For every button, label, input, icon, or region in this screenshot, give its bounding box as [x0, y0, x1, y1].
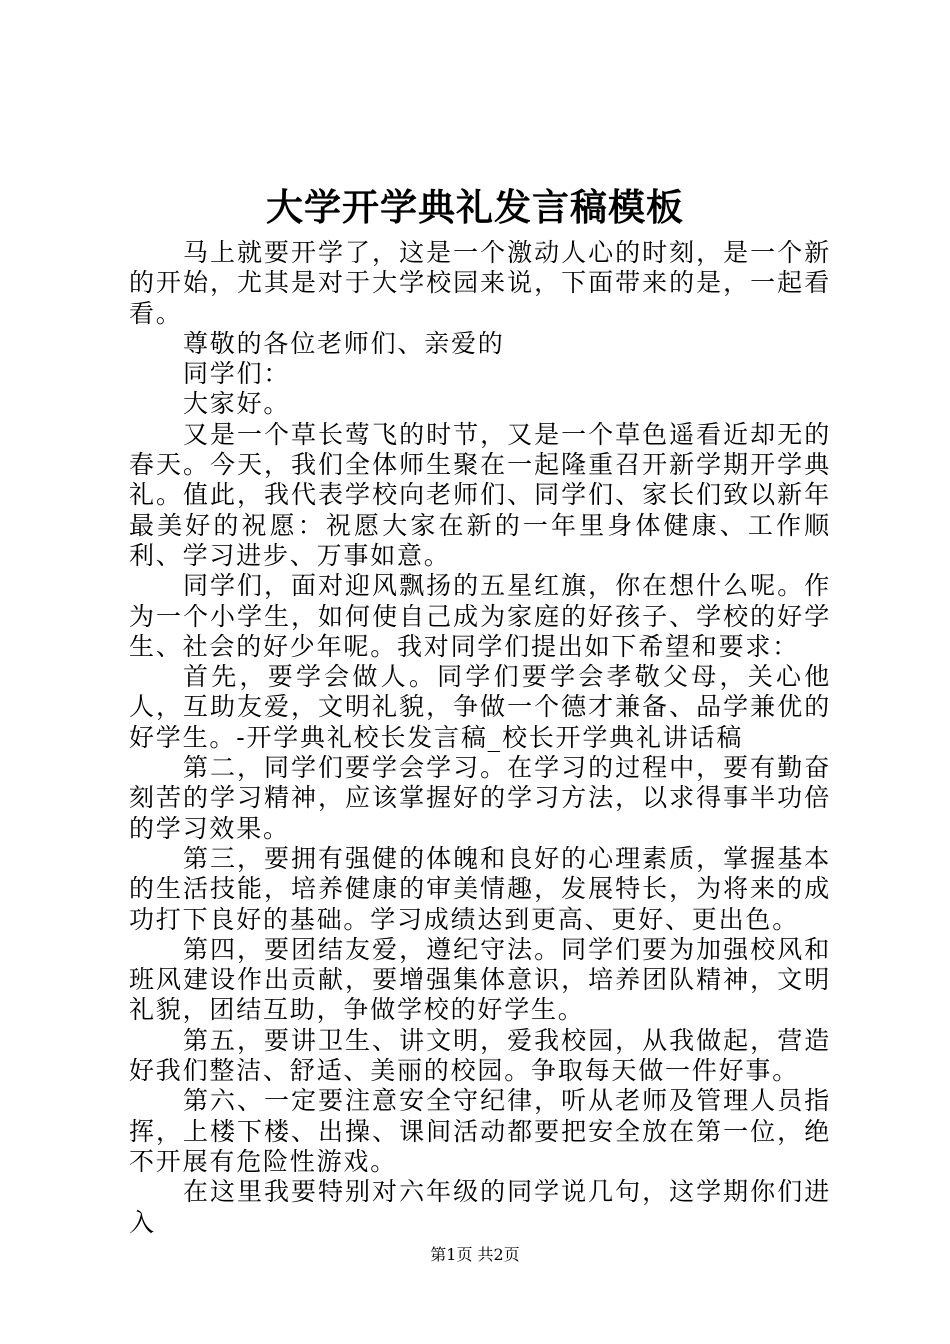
paragraph: 第三，要拥有强健的体魄和良好的心理素质，掌握基本的生活技能，培养健康的审美情趣，发展特长，为将来的成功打下良好的基础。学习成绩达到更高、更好、更出色。 [129, 843, 831, 934]
document-body [129, 238, 831, 1238]
document-title: 大学开学典礼发言稿模板 [266, 185, 684, 229]
paragraph: 又是一个草长莺飞的时节，又是一个草色遥看近却无的春天。今天，我们全体师生聚在一起隆重召开新学期开学典礼。值此，我代表学校向老师们、同学们、家长们致以新年最美好的祝愿：祝愿大家在新的一年里身体健康、工作顺利、学习进步、万事如意。 [129, 419, 831, 570]
paragraph: 同学们： [183, 359, 291, 389]
paragraph: 首先，要学会做人。同学们要学会孝敬父母，关心他人，互助友爱，文明礼貌，争做一个德才兼备、品学兼优的好学生。-开学典礼校长发言稿_校长开学典礼讲话稿 [129, 662, 831, 752]
paragraph: 尊敬的各位老师们、亲爱的 [183, 328, 505, 358]
paragraph: 第四，要团结友爱，遵纪守法。同学们要为加强校风和班风建设作出贡献，要增强集体意识，培养团队精神，文明礼貌，团结互助，争做学校的好学生。 [129, 934, 831, 1025]
paragraph: 第六、一定要注意安全守纪律，听从老师及管理人员指挥，上楼下楼、出操、课间活动都要把安全放在第一位，绝不开展有危险性游戏。 [129, 1086, 831, 1176]
paragraph: 大家好。 [183, 389, 291, 419]
paragraph: 同学们，面对迎风飘扬的五星红旗，你在想什么呢。作为一个小学生，如何使自己成为家庭的好孩子、学校的好学生、社会的好少年呢。我对同学们提出如下希望和要求： [129, 571, 831, 661]
paragraph: 在这里我要特别对六年级的同学说几句，这学期你们进入 [129, 1177, 831, 1237]
paragraph: 第五，要讲卫生、讲文明，爱我校园，从我做起，营造好我们整洁、舒适、美丽的校园。争取每天做一件好事。 [129, 1025, 831, 1086]
paragraph: 第二，同学们要学会学习。在学习的过程中，要有勤奋刻苦的学习精神，应该掌握好的学习方法，以求得事半功倍的学习效果。 [129, 753, 831, 843]
paragraph: 马上就要开学了，这是一个激动人心的时刻，是一个新的开始，尤其是对于大学校园来说，下面带来的是，一起看看。 [129, 238, 831, 328]
page-footer: 第1页 共2页 [430, 1245, 520, 1264]
